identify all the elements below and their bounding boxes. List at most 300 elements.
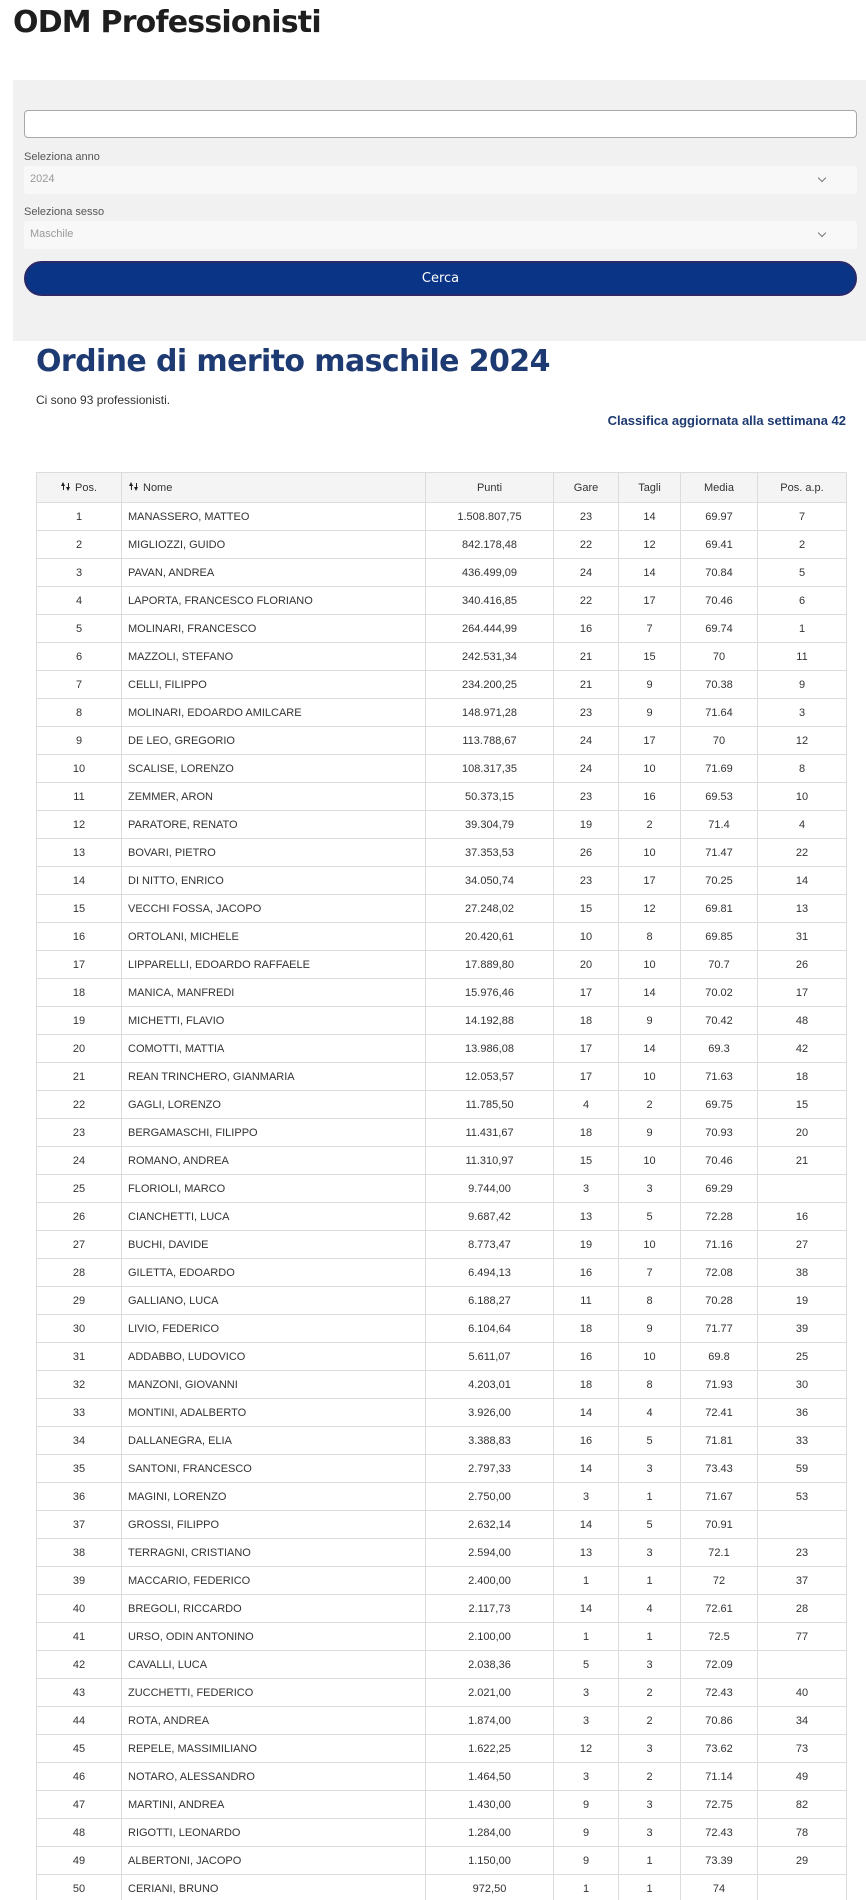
table-row xyxy=(37,979,847,1007)
pos-cell: 44 xyxy=(37,1707,122,1735)
average-cell: 71.69 xyxy=(681,755,758,783)
name-cell: MAGINI, LORENZO xyxy=(122,1483,426,1511)
points-cell: 50.373,15 xyxy=(426,783,554,811)
average-cell: 70.86 xyxy=(681,1707,758,1735)
pos-cell: 21 xyxy=(37,1063,122,1091)
cuts-cell: 17 xyxy=(619,867,681,895)
name-cell: VECCHI FOSSA, JACOPO xyxy=(122,895,426,923)
cuts-cell: 12 xyxy=(619,531,681,559)
average-cell: 72.28 xyxy=(681,1203,758,1231)
cuts-cell: 14 xyxy=(619,979,681,1007)
table-row xyxy=(37,727,847,755)
average-cell: 71.67 xyxy=(681,1483,758,1511)
points-cell: 14.192,88 xyxy=(426,1007,554,1035)
column-header-punti: Punti xyxy=(426,473,554,503)
table-row xyxy=(37,783,847,811)
previous-pos-cell: 40 xyxy=(758,1679,847,1707)
events-cell: 22 xyxy=(554,587,619,615)
cuts-cell: 10 xyxy=(619,951,681,979)
cuts-cell: 12 xyxy=(619,895,681,923)
pos-cell: 45 xyxy=(37,1735,122,1763)
events-cell: 15 xyxy=(554,895,619,923)
ranking-updated-note: Classifica aggiornata alla settimana 42 xyxy=(607,413,846,428)
previous-pos-cell: 2 xyxy=(758,531,847,559)
pos-cell: 22 xyxy=(37,1091,122,1119)
pos-cell: 11 xyxy=(37,783,122,811)
points-cell: 5.611,07 xyxy=(426,1343,554,1371)
pos-cell: 46 xyxy=(37,1763,122,1791)
pos-cell: 26 xyxy=(37,1203,122,1231)
name-cell: CERIANI, BRUNO xyxy=(122,1875,426,1900)
chevron-down-icon xyxy=(818,174,826,182)
average-cell: 70 xyxy=(681,727,758,755)
average-cell: 71.4 xyxy=(681,811,758,839)
name-cell: RIGOTTI, LEONARDO xyxy=(122,1819,426,1847)
average-cell: 72.75 xyxy=(681,1791,758,1819)
name-cell: ZEMMER, ARON xyxy=(122,783,426,811)
name-cell: MONTINI, ADALBERTO xyxy=(122,1399,426,1427)
table-row xyxy=(37,1427,847,1455)
table-row xyxy=(37,1735,847,1763)
name-cell: GILETTA, EDOARDO xyxy=(122,1259,426,1287)
table-row xyxy=(37,643,847,671)
table-row xyxy=(37,1231,847,1259)
events-cell: 10 xyxy=(554,923,619,951)
year-select[interactable] xyxy=(24,166,857,194)
name-cell: LIVIO, FEDERICO xyxy=(122,1315,426,1343)
events-cell: 1 xyxy=(554,1567,619,1595)
ranking-table xyxy=(36,472,847,1900)
previous-pos-cell: 5 xyxy=(758,559,847,587)
events-cell: 11 xyxy=(554,1287,619,1315)
points-cell: 37.353,53 xyxy=(426,839,554,867)
events-cell: 3 xyxy=(554,1483,619,1511)
points-cell: 436.499,09 xyxy=(426,559,554,587)
table-row xyxy=(37,531,847,559)
cuts-cell: 9 xyxy=(619,1007,681,1035)
average-cell: 69.29 xyxy=(681,1175,758,1203)
events-cell: 18 xyxy=(554,1007,619,1035)
table-row xyxy=(37,1539,847,1567)
cuts-cell: 10 xyxy=(619,755,681,783)
pos-cell: 18 xyxy=(37,979,122,1007)
points-cell: 3.388,83 xyxy=(426,1427,554,1455)
events-cell: 14 xyxy=(554,1595,619,1623)
table-row xyxy=(37,1119,847,1147)
cuts-cell: 3 xyxy=(619,1175,681,1203)
average-cell: 70.25 xyxy=(681,867,758,895)
table-row xyxy=(37,671,847,699)
points-cell: 9.687,42 xyxy=(426,1203,554,1231)
pos-cell: 33 xyxy=(37,1399,122,1427)
pos-cell: 37 xyxy=(37,1511,122,1539)
column-header-pos-ap: Pos. a.p. xyxy=(758,473,847,503)
table-row xyxy=(37,1343,847,1371)
pos-cell: 4 xyxy=(37,587,122,615)
pos-cell: 19 xyxy=(37,1007,122,1035)
average-cell: 70.28 xyxy=(681,1287,758,1315)
events-cell: 9 xyxy=(554,1791,619,1819)
pos-cell: 31 xyxy=(37,1343,122,1371)
events-cell: 21 xyxy=(554,643,619,671)
points-cell: 11.431,67 xyxy=(426,1119,554,1147)
cuts-cell: 8 xyxy=(619,1371,681,1399)
previous-pos-cell: 82 xyxy=(758,1791,847,1819)
average-cell: 73.62 xyxy=(681,1735,758,1763)
average-cell: 70.38 xyxy=(681,671,758,699)
previous-pos-cell: 22 xyxy=(758,839,847,867)
cuts-cell: 3 xyxy=(619,1791,681,1819)
pos-cell: 34 xyxy=(37,1427,122,1455)
previous-pos-cell: 3 xyxy=(758,699,847,727)
previous-pos-cell: 6 xyxy=(758,587,847,615)
chevron-down-icon xyxy=(818,229,826,237)
table-row xyxy=(37,1035,847,1063)
table-row xyxy=(37,699,847,727)
pos-cell: 17 xyxy=(37,951,122,979)
pos-cell: 38 xyxy=(37,1539,122,1567)
points-cell: 1.464,50 xyxy=(426,1763,554,1791)
previous-pos-cell xyxy=(758,1175,847,1203)
name-cell: TERRAGNI, CRISTIANO xyxy=(122,1539,426,1567)
pos-cell: 41 xyxy=(37,1623,122,1651)
cuts-cell: 2 xyxy=(619,811,681,839)
points-cell: 2.594,00 xyxy=(426,1539,554,1567)
table-row xyxy=(37,1595,847,1623)
events-cell: 18 xyxy=(554,1371,619,1399)
table-row xyxy=(37,1679,847,1707)
table-row xyxy=(37,895,847,923)
table-row xyxy=(37,867,847,895)
previous-pos-cell: 19 xyxy=(758,1287,847,1315)
table-row xyxy=(37,1819,847,1847)
sex-select[interactable] xyxy=(24,221,857,249)
average-cell: 69.75 xyxy=(681,1091,758,1119)
average-cell: 69.81 xyxy=(681,895,758,923)
points-cell: 113.788,67 xyxy=(426,727,554,755)
name-cell: BERGAMASCHI, FILIPPO xyxy=(122,1119,426,1147)
table-row xyxy=(37,755,847,783)
points-cell: 1.284,00 xyxy=(426,1819,554,1847)
name-cell: ROTA, ANDREA xyxy=(122,1707,426,1735)
average-cell: 73.43 xyxy=(681,1455,758,1483)
previous-pos-cell: 30 xyxy=(758,1371,847,1399)
average-cell: 70.42 xyxy=(681,1007,758,1035)
name-cell: MANASSERO, MATTEO xyxy=(122,503,426,531)
points-cell: 9.744,00 xyxy=(426,1175,554,1203)
events-cell: 13 xyxy=(554,1539,619,1567)
previous-pos-cell: 9 xyxy=(758,671,847,699)
events-cell: 14 xyxy=(554,1399,619,1427)
previous-pos-cell: 4 xyxy=(758,811,847,839)
cuts-cell: 8 xyxy=(619,923,681,951)
cuts-cell: 9 xyxy=(619,671,681,699)
previous-pos-cell: 15 xyxy=(758,1091,847,1119)
table-row xyxy=(37,839,847,867)
table-row xyxy=(37,559,847,587)
points-cell: 8.773,47 xyxy=(426,1231,554,1259)
events-cell: 16 xyxy=(554,1259,619,1287)
previous-pos-cell: 31 xyxy=(758,923,847,951)
points-cell: 2.038,36 xyxy=(426,1651,554,1679)
points-cell: 1.150,00 xyxy=(426,1847,554,1875)
table-row xyxy=(37,503,847,531)
table-row xyxy=(37,1763,847,1791)
cuts-cell: 2 xyxy=(619,1763,681,1791)
cuts-cell: 5 xyxy=(619,1203,681,1231)
points-cell: 234.200,25 xyxy=(426,671,554,699)
events-cell: 18 xyxy=(554,1315,619,1343)
pos-cell: 50 xyxy=(37,1875,122,1900)
name-cell: MOLINARI, FRANCESCO xyxy=(122,615,426,643)
points-cell: 842.178,48 xyxy=(426,531,554,559)
table-row xyxy=(37,1791,847,1819)
professionals-count: Ci sono 93 professionisti. xyxy=(36,393,171,407)
average-cell: 72 xyxy=(681,1567,758,1595)
points-cell: 2.117,73 xyxy=(426,1595,554,1623)
table-row xyxy=(37,1875,847,1900)
name-cell: CELLI, FILIPPO xyxy=(122,671,426,699)
name-cell: DE LEO, GREGORIO xyxy=(122,727,426,755)
cuts-cell: 10 xyxy=(619,1063,681,1091)
pos-cell: 24 xyxy=(37,1147,122,1175)
year-label: Seleziona anno xyxy=(24,151,100,163)
events-cell: 23 xyxy=(554,503,619,531)
cuts-cell: 3 xyxy=(619,1735,681,1763)
points-cell: 340.416,85 xyxy=(426,587,554,615)
cuts-cell: 17 xyxy=(619,587,681,615)
pos-cell: 32 xyxy=(37,1371,122,1399)
average-cell: 72.41 xyxy=(681,1399,758,1427)
points-cell: 2.750,00 xyxy=(426,1483,554,1511)
events-cell: 17 xyxy=(554,979,619,1007)
cuts-cell: 10 xyxy=(619,839,681,867)
previous-pos-cell: 42 xyxy=(758,1035,847,1063)
name-cell: REPELE, MASSIMILIANO xyxy=(122,1735,426,1763)
previous-pos-cell: 77 xyxy=(758,1623,847,1651)
points-cell: 1.874,00 xyxy=(426,1707,554,1735)
average-cell: 69.53 xyxy=(681,783,758,811)
previous-pos-cell: 29 xyxy=(758,1847,847,1875)
name-cell: CIANCHETTI, LUCA xyxy=(122,1203,426,1231)
name-cell: MANICA, MANFREDI xyxy=(122,979,426,1007)
events-cell: 5 xyxy=(554,1651,619,1679)
events-cell: 3 xyxy=(554,1679,619,1707)
column-header-gare: Gare xyxy=(554,473,619,503)
average-cell: 69.85 xyxy=(681,923,758,951)
points-cell: 972,50 xyxy=(426,1875,554,1900)
events-cell: 9 xyxy=(554,1847,619,1875)
previous-pos-cell: 18 xyxy=(758,1063,847,1091)
table-row xyxy=(37,587,847,615)
points-cell: 20.420,61 xyxy=(426,923,554,951)
previous-pos-cell: 21 xyxy=(758,1147,847,1175)
previous-pos-cell: 25 xyxy=(758,1343,847,1371)
points-cell: 34.050,74 xyxy=(426,867,554,895)
table-row xyxy=(37,923,847,951)
name-cell: MIGLIOZZI, GUIDO xyxy=(122,531,426,559)
table-row xyxy=(37,951,847,979)
name-cell: PAVAN, ANDREA xyxy=(122,559,426,587)
cuts-cell: 14 xyxy=(619,1035,681,1063)
column-header-pos[interactable]: Pos. xyxy=(37,473,122,503)
average-cell: 69.97 xyxy=(681,503,758,531)
previous-pos-cell: 28 xyxy=(758,1595,847,1623)
pos-cell: 6 xyxy=(37,643,122,671)
pos-cell: 43 xyxy=(37,1679,122,1707)
name-cell: SCALISE, LORENZO xyxy=(122,755,426,783)
events-cell: 3 xyxy=(554,1175,619,1203)
table-row xyxy=(37,1707,847,1735)
events-cell: 24 xyxy=(554,755,619,783)
previous-pos-cell: 26 xyxy=(758,951,847,979)
events-cell: 20 xyxy=(554,951,619,979)
points-cell: 2.400,00 xyxy=(426,1567,554,1595)
events-cell: 21 xyxy=(554,671,619,699)
events-cell: 19 xyxy=(554,811,619,839)
previous-pos-cell: 78 xyxy=(758,1819,847,1847)
points-cell: 2.632,14 xyxy=(426,1511,554,1539)
previous-pos-cell: 48 xyxy=(758,1007,847,1035)
points-cell: 39.304,79 xyxy=(426,811,554,839)
cuts-cell: 3 xyxy=(619,1651,681,1679)
events-cell: 16 xyxy=(554,1427,619,1455)
average-cell: 71.81 xyxy=(681,1427,758,1455)
events-cell: 1 xyxy=(554,1875,619,1900)
previous-pos-cell: 1 xyxy=(758,615,847,643)
sex-select-value: Maschile xyxy=(30,228,74,240)
pos-cell: 7 xyxy=(37,671,122,699)
average-cell: 70.46 xyxy=(681,587,758,615)
previous-pos-cell: 49 xyxy=(758,1763,847,1791)
table-row xyxy=(37,1847,847,1875)
name-cell: MICHETTI, FLAVIO xyxy=(122,1007,426,1035)
cuts-cell: 4 xyxy=(619,1399,681,1427)
table-row xyxy=(37,1511,847,1539)
average-cell: 74 xyxy=(681,1875,758,1900)
table-row xyxy=(37,1007,847,1035)
name-cell: DI NITTO, ENRICO xyxy=(122,867,426,895)
table-row xyxy=(37,615,847,643)
name-cell: MANZONI, GIOVANNI xyxy=(122,1371,426,1399)
previous-pos-cell: 39 xyxy=(758,1315,847,1343)
average-cell: 71.77 xyxy=(681,1315,758,1343)
points-cell: 108.317,35 xyxy=(426,755,554,783)
events-cell: 15 xyxy=(554,1147,619,1175)
name-cell: MAZZOLI, STEFANO xyxy=(122,643,426,671)
pos-cell: 2 xyxy=(37,531,122,559)
table-header-row xyxy=(37,473,847,503)
name-cell: BUCHI, DAVIDE xyxy=(122,1231,426,1259)
previous-pos-cell xyxy=(758,1511,847,1539)
name-cell: ADDABBO, LUDOVICO xyxy=(122,1343,426,1371)
name-cell: URSO, ODIN ANTONINO xyxy=(122,1623,426,1651)
events-cell: 9 xyxy=(554,1819,619,1847)
points-cell: 11.785,50 xyxy=(426,1091,554,1119)
points-cell: 1.622,25 xyxy=(426,1735,554,1763)
cuts-cell: 10 xyxy=(619,1343,681,1371)
previous-pos-cell xyxy=(758,1651,847,1679)
average-cell: 70.7 xyxy=(681,951,758,979)
average-cell: 73.39 xyxy=(681,1847,758,1875)
average-cell: 69.74 xyxy=(681,615,758,643)
average-cell: 70.46 xyxy=(681,1147,758,1175)
events-cell: 19 xyxy=(554,1231,619,1259)
average-cell: 72.43 xyxy=(681,1819,758,1847)
points-cell: 242.531,34 xyxy=(426,643,554,671)
pos-cell: 39 xyxy=(37,1567,122,1595)
average-cell: 71.47 xyxy=(681,839,758,867)
cuts-cell: 9 xyxy=(619,699,681,727)
previous-pos-cell: 7 xyxy=(758,503,847,531)
average-cell: 72.09 xyxy=(681,1651,758,1679)
average-cell: 71.93 xyxy=(681,1371,758,1399)
previous-pos-cell: 36 xyxy=(758,1399,847,1427)
table-row xyxy=(37,1483,847,1511)
pos-cell: 1 xyxy=(37,503,122,531)
points-cell: 27.248,02 xyxy=(426,895,554,923)
name-cell: SANTONI, FRANCESCO xyxy=(122,1455,426,1483)
name-cell: NOTARO, ALESSANDRO xyxy=(122,1763,426,1791)
points-cell: 6.104,64 xyxy=(426,1315,554,1343)
previous-pos-cell xyxy=(758,1875,847,1900)
previous-pos-cell: 20 xyxy=(758,1119,847,1147)
search-button[interactable]: Cerca xyxy=(24,261,857,296)
cuts-cell: 7 xyxy=(619,1259,681,1287)
average-cell: 72.5 xyxy=(681,1623,758,1651)
previous-pos-cell: 38 xyxy=(758,1259,847,1287)
cuts-cell: 3 xyxy=(619,1539,681,1567)
events-cell: 17 xyxy=(554,1035,619,1063)
average-cell: 71.63 xyxy=(681,1063,758,1091)
cuts-cell: 1 xyxy=(619,1623,681,1651)
table-row xyxy=(37,1399,847,1427)
pos-cell: 13 xyxy=(37,839,122,867)
events-cell: 4 xyxy=(554,1091,619,1119)
name-cell: MOLINARI, EDOARDO AMILCARE xyxy=(122,699,426,727)
cuts-cell: 1 xyxy=(619,1567,681,1595)
table-row xyxy=(37,1175,847,1203)
cuts-cell: 10 xyxy=(619,1147,681,1175)
table-row xyxy=(37,1651,847,1679)
name-cell: MARTINI, ANDREA xyxy=(122,1791,426,1819)
name-cell: FLORIOLI, MARCO xyxy=(122,1175,426,1203)
table-row xyxy=(37,811,847,839)
table-row xyxy=(37,1623,847,1651)
events-cell: 3 xyxy=(554,1763,619,1791)
average-cell: 70.93 xyxy=(681,1119,758,1147)
average-cell: 70.91 xyxy=(681,1511,758,1539)
pos-cell: 14 xyxy=(37,867,122,895)
cuts-cell: 5 xyxy=(619,1511,681,1539)
pos-cell: 40 xyxy=(37,1595,122,1623)
column-header-media: Media xyxy=(681,473,758,503)
column-header-nome[interactable]: Nome xyxy=(122,473,426,503)
cuts-cell: 9 xyxy=(619,1119,681,1147)
table-row xyxy=(37,1063,847,1091)
name-cell: GAGLI, LORENZO xyxy=(122,1091,426,1119)
events-cell: 14 xyxy=(554,1455,619,1483)
cuts-cell: 3 xyxy=(619,1819,681,1847)
table-row xyxy=(37,1371,847,1399)
average-cell: 71.14 xyxy=(681,1763,758,1791)
search-input[interactable] xyxy=(24,110,857,138)
pos-cell: 42 xyxy=(37,1651,122,1679)
events-cell: 17 xyxy=(554,1063,619,1091)
name-cell: LIPPARELLI, EDOARDO RAFFAELE xyxy=(122,951,426,979)
cuts-cell: 9 xyxy=(619,1315,681,1343)
pos-cell: 29 xyxy=(37,1287,122,1315)
